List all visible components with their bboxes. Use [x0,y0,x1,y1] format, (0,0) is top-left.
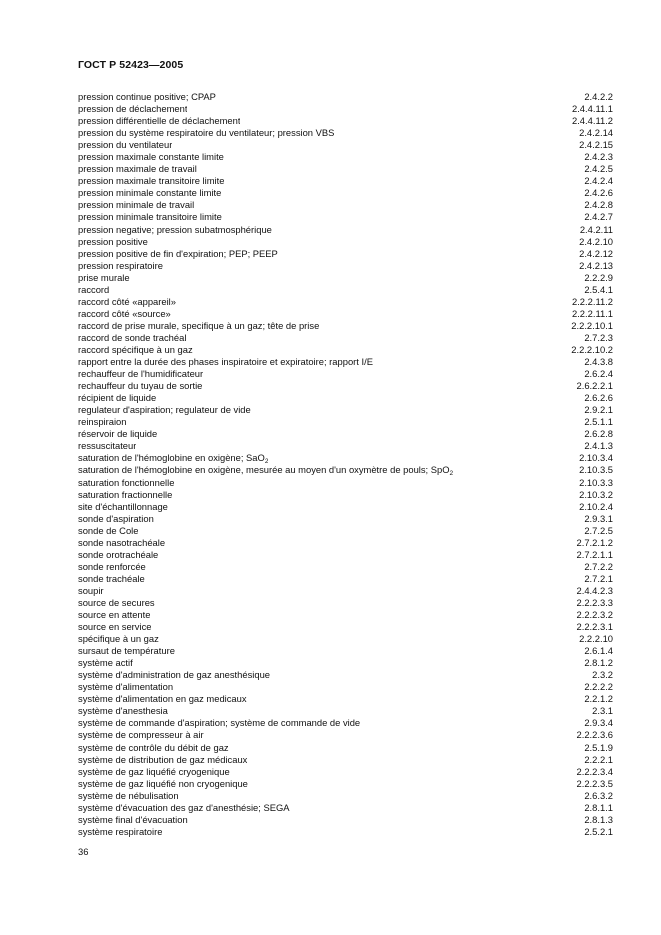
index-term-text: sonde renforcée [78,560,146,572]
index-term [78,308,171,320]
index-term [78,416,126,428]
index-reference-number: 2.4.2.2 [584,91,613,102]
index-reference-number: 2.7.2.2 [584,560,613,572]
index-entry [78,742,613,754]
index-term [78,452,268,464]
index-reference-number: 2.10.3.5 [579,464,613,476]
index-term [78,585,104,597]
index-term [78,284,109,296]
index-reference-number: 2.4.2.4 [584,175,613,187]
index-term [78,621,151,633]
index-term [78,501,168,513]
index-entry [78,187,613,199]
index-entry [78,163,613,175]
index-term-text: raccord côté «source» [78,307,171,319]
index-term-text: pression minimale constante limite [78,187,222,199]
index-reference-number: 2.6.3.2 [584,789,613,801]
index-term [78,489,172,501]
index-term-text: saturation de l'hémoglobine en oxigène; SaO [78,452,265,464]
index-reference-number: 2.2.2.3.5 [576,777,613,789]
index-term-text: raccord côté «appareil» [78,295,176,307]
index-entry [78,139,613,151]
index-term-text: sonde orotrachéale [78,548,159,560]
index-entry [78,585,613,597]
index-reference-number: 2.8.1.3 [584,813,613,825]
index-entry [78,416,613,428]
index-term-text: source en service [78,621,152,633]
index-term-text: pression maximale constante limite [78,151,224,163]
index-term-text: système de commande d'aspiration; système de commande de vide [78,717,361,729]
index-reference-number: 2.5.4.1 [584,283,613,295]
index-term [78,224,272,236]
index-reference-number: 2.4.2.15 [579,139,613,151]
index-term [78,778,248,790]
index-term [78,826,162,838]
index-entry [78,729,613,741]
index-reference-number: 2.10.3.4 [579,452,613,464]
index-entry [78,440,613,452]
index-entry [78,248,613,260]
index-entry [78,477,613,489]
index-reference-number: 2.2.2.2 [584,681,613,693]
index-term [78,404,251,416]
index-term-subscript: 2 [449,470,454,477]
index-entry [78,404,613,416]
index-entry [78,344,613,356]
index-term [78,573,145,585]
index-reference-number: 2.6.2.8 [584,428,613,440]
index-entry [78,705,613,717]
index-reference-number: 2.5.2.1 [584,825,613,837]
index-term-text: saturation fonctionnelle [78,476,175,488]
index-term [78,729,204,741]
index-term [78,766,230,778]
index-term-text: système respiratoire [78,825,163,837]
index-term [78,645,175,657]
index-term-text: système de distribution de gaz médicaux [78,753,248,765]
index-term [78,91,216,103]
index-term [78,754,247,766]
index-reference-number: 2.3.2 [592,669,613,681]
index-entry [78,464,613,476]
index-reference-number: 2.3.1 [592,705,613,717]
index-reference-number: 2.4.2.3 [584,151,613,163]
index-reference-number: 2.4.2.5 [584,163,613,175]
document-header: ГОСТ Р 52423—2005 [78,59,184,71]
index-entry [78,199,613,211]
index-entry [78,211,613,223]
index-term-text: prise murale [78,271,130,283]
index-entry [78,766,613,778]
index-reference-number: 2.2.2.10.2 [571,343,613,355]
index-term-text: raccord [78,283,110,295]
index-term-text: pression negative; pression subatmosphérique [78,223,272,235]
index-reference-number: 2.4.4.11.2 [571,115,613,127]
index-entry [78,754,613,766]
index-term-text: système de gaz liquéfié non cryogenique [78,777,248,789]
index-entry [78,380,613,392]
index-term [78,344,193,356]
index-term-text: saturation de l'hémoglobine en oxigène, mesurée au moyen d'un oxymètre de pouls; SpO [78,464,450,476]
index-term-text: sonde trachéale [78,572,145,584]
index-reference-number: 2.10.3.3 [579,476,613,488]
index-term-subscript: 2 [264,458,269,465]
index-term-text: pression du système respiratoire du ventilateur; pression VBS [78,127,335,139]
index-term [78,609,150,621]
index-term [78,513,154,525]
index-term [78,163,197,175]
index-reference-number: 2.2.2.10.1 [571,319,613,331]
index-entry [78,621,613,633]
index-reference-number: 2.4.2.11 [579,223,613,235]
index-term [78,320,319,332]
index-term-text: système de contrôle du débit de gaz [78,741,229,753]
index-term [78,296,176,308]
index-entry [78,669,613,681]
index-reference-number: 2.2.2.3.3 [576,596,613,608]
index-entry [78,103,613,115]
index-term-text: source en attente [78,609,151,621]
index-term-text: site d'échantillonnage [78,500,168,512]
index-term-text: source de secures [78,596,155,608]
index-term [78,127,334,139]
index-entry [78,320,613,332]
index-entry [78,489,613,501]
index-term [78,151,224,163]
index-term-text: rechauffeur de l'humidificateur [78,368,204,380]
index-term-text: raccord de prise murale, specifique à un gaz; tête de prise [78,319,320,331]
terms-index-list [78,91,613,838]
index-term-text: système actif [78,657,133,669]
index-reference-number: 2.7.2.1.2 [576,536,613,548]
index-term-text: sonde d'aspiration [78,512,154,524]
index-reference-number: 2.4.4.2.3 [576,584,613,596]
index-reference-number: 2.2.2.3.1 [576,621,613,633]
index-term [78,537,165,549]
page-number: 36 [78,846,89,857]
index-reference-number: 2.4.2.10 [579,235,613,247]
index-term-text: pression maximale de travail [78,163,197,175]
index-term-text: rechauffeur du tuyau de sortie [78,380,203,392]
index-term [78,440,136,452]
index-reference-number: 2.7.2.5 [584,524,613,536]
index-entry [78,802,613,814]
index-reference-number: 2.6.1.4 [584,645,613,657]
index-entry [78,513,613,525]
index-entry [78,814,613,826]
index-reference-number: 2.4.2.14 [579,127,613,139]
index-reference-number: 2.2.2.10 [579,633,613,645]
index-reference-number: 2.6.2.2.1 [576,380,613,392]
index-term [78,477,174,489]
index-term [78,211,222,223]
index-entry [78,790,613,802]
index-reference-number: 2.9.3.4 [584,717,613,729]
index-term-text: pression différentielle de déclachement [78,115,241,127]
index-term [78,175,224,187]
index-term-text: système d'alimentation en gaz medicaux [78,693,247,705]
index-entry [78,392,613,404]
index-term [78,681,173,693]
index-term-text: pression de déclachement [78,103,188,115]
index-reference-number: 2.6.2.4 [584,368,613,380]
index-reference-number: 2.10.3.2 [579,488,613,500]
index-entry [78,826,613,838]
index-entry [78,633,613,645]
index-reference-number: 2.10.2.4 [579,500,613,512]
index-term [78,525,138,537]
index-reference-number: 2.7.2.3 [584,331,613,343]
index-reference-number: 2.6.2.6 [584,392,613,404]
index-term-text: système final d'évacuation [78,813,188,825]
index-entry [78,501,613,513]
index-reference-number: 2.8.1.2 [584,657,613,669]
index-term-text: sonde nasotrachéale [78,536,166,548]
index-reference-number: 2.4.4.11.1 [571,103,613,115]
index-term-text: système de nébulisation [78,789,179,801]
index-term [78,717,360,729]
index-reference-number: 2.9.2.1 [584,404,613,416]
index-reference-number: 2.2.2.3.6 [576,729,613,741]
index-reference-number: 2.7.2.1 [584,572,613,584]
index-term-text: système d'anesthesia [78,705,168,717]
index-term [78,380,202,392]
index-term-text: système de compresseur à air [78,729,204,741]
index-reference-number: 2.7.2.1.1 [576,548,613,560]
index-term [78,790,179,802]
index-entry [78,272,613,284]
index-entry [78,356,613,368]
index-entry [78,452,613,464]
index-term [78,669,270,681]
index-term [78,742,229,754]
index-term [78,693,247,705]
index-term [78,199,194,211]
index-term [78,657,133,669]
index-term-text: pression minimale de travail [78,199,195,211]
index-entry [78,573,613,585]
index-term-text: rapport entre la durée des phases inspiratoire et expiratoire; rapport I/E [78,356,373,368]
index-entry [78,657,613,669]
index-term [78,705,168,717]
index-entry [78,609,613,621]
index-term [78,139,172,151]
index-entry [78,681,613,693]
index-term-text: pression positive [78,235,148,247]
index-entry [78,127,613,139]
index-reference-number: 2.4.2.7 [584,211,613,223]
index-term-text: soupir [78,584,104,596]
index-term-text: pression minimale transitoire limite [78,211,222,223]
index-term [78,260,163,272]
index-term-text: réservoir de liquide [78,428,158,440]
index-entry [78,717,613,729]
index-reference-number: 2.8.1.1 [584,801,613,813]
index-term-text: raccord de sonde trachéal [78,331,187,343]
index-entry [78,428,613,440]
index-entry [78,332,613,344]
index-entry [78,151,613,163]
index-reference-number: 2.5.1.9 [584,741,613,753]
index-entry [78,296,613,308]
index-reference-number: 2.9.3.1 [584,512,613,524]
index-reference-number: 2.4.2.8 [584,199,613,211]
index-term-text: saturation fractionnelle [78,488,173,500]
index-entry [78,525,613,537]
index-term [78,597,155,609]
index-term [78,428,157,440]
index-term-text: sonde de Cole [78,524,139,536]
index-term [78,248,278,260]
index-term [78,464,453,476]
index-entry [78,778,613,790]
index-entry [78,115,613,127]
index-reference-number: 2.4.1.3 [584,440,613,452]
index-term-text: système de gaz liquéfié cryogenique [78,765,230,777]
index-term-text: pression continue positive; CPAP [78,91,216,102]
index-entry [78,537,613,549]
index-term-text: ressuscitateur [78,440,137,452]
index-term-text: reinspiraion [78,416,127,428]
index-term-text: pression du ventilateur [78,139,173,151]
index-reference-number: 2.2.2.11.2 [571,295,613,307]
index-entry [78,549,613,561]
index-entry [78,561,613,573]
index-term [78,368,203,380]
index-reference-number: 2.2.2.3.4 [576,765,613,777]
index-term [78,115,240,127]
index-term [78,392,156,404]
index-reference-number: 2.4.2.12 [579,247,613,259]
index-entry [78,236,613,248]
index-entry [78,308,613,320]
index-term [78,814,188,826]
index-term-text: système d'évacuation des gaz d'anesthésie; SEGA [78,801,290,813]
index-entry [78,91,613,103]
index-reference-number: 2.2.1.2 [584,693,613,705]
index-entry [78,175,613,187]
index-entry [78,224,613,236]
index-term [78,187,221,199]
index-reference-number: 2.2.2.11.1 [571,307,613,319]
index-term-text: système d'alimentation [78,681,174,693]
index-term-text: sursaut de température [78,645,175,657]
index-term-text: pression maximale transitoire limite [78,175,225,187]
index-reference-number: 2.2.2.9 [584,271,613,283]
index-term-text: spécifique à un gaz [78,633,159,645]
index-entry [78,693,613,705]
index-term [78,356,373,368]
index-entry [78,597,613,609]
index-reference-number: 2.4.3.8 [584,356,613,368]
index-reference-number: 2.4.2.13 [579,259,613,271]
index-reference-number: 2.2.2.1 [584,753,613,765]
index-reference-number: 2.4.2.6 [584,187,613,199]
index-term [78,561,146,573]
index-term-text: système d'administration de gaz anesthésique [78,669,271,681]
index-term-text: regulateur d'aspiration; regulateur de vide [78,404,251,416]
index-term-text: récipient de liquide [78,392,157,404]
index-entry [78,368,613,380]
index-term [78,236,148,248]
index-entry [78,284,613,296]
index-term [78,272,130,284]
index-entry [78,645,613,657]
index-term-text: raccord spécifique à un gaz [78,343,193,355]
index-term [78,332,186,344]
index-term-text: pression positive de fin d'expiration; PEP; PEEP [78,247,278,259]
index-term [78,103,187,115]
index-entry [78,260,613,272]
index-reference-number: 2.5.1.1 [584,416,613,428]
index-term [78,633,159,645]
index-reference-number: 2.2.2.3.2 [576,609,613,621]
index-term-text: pression respiratoire [78,259,163,271]
index-term [78,549,158,561]
index-term [78,802,290,814]
